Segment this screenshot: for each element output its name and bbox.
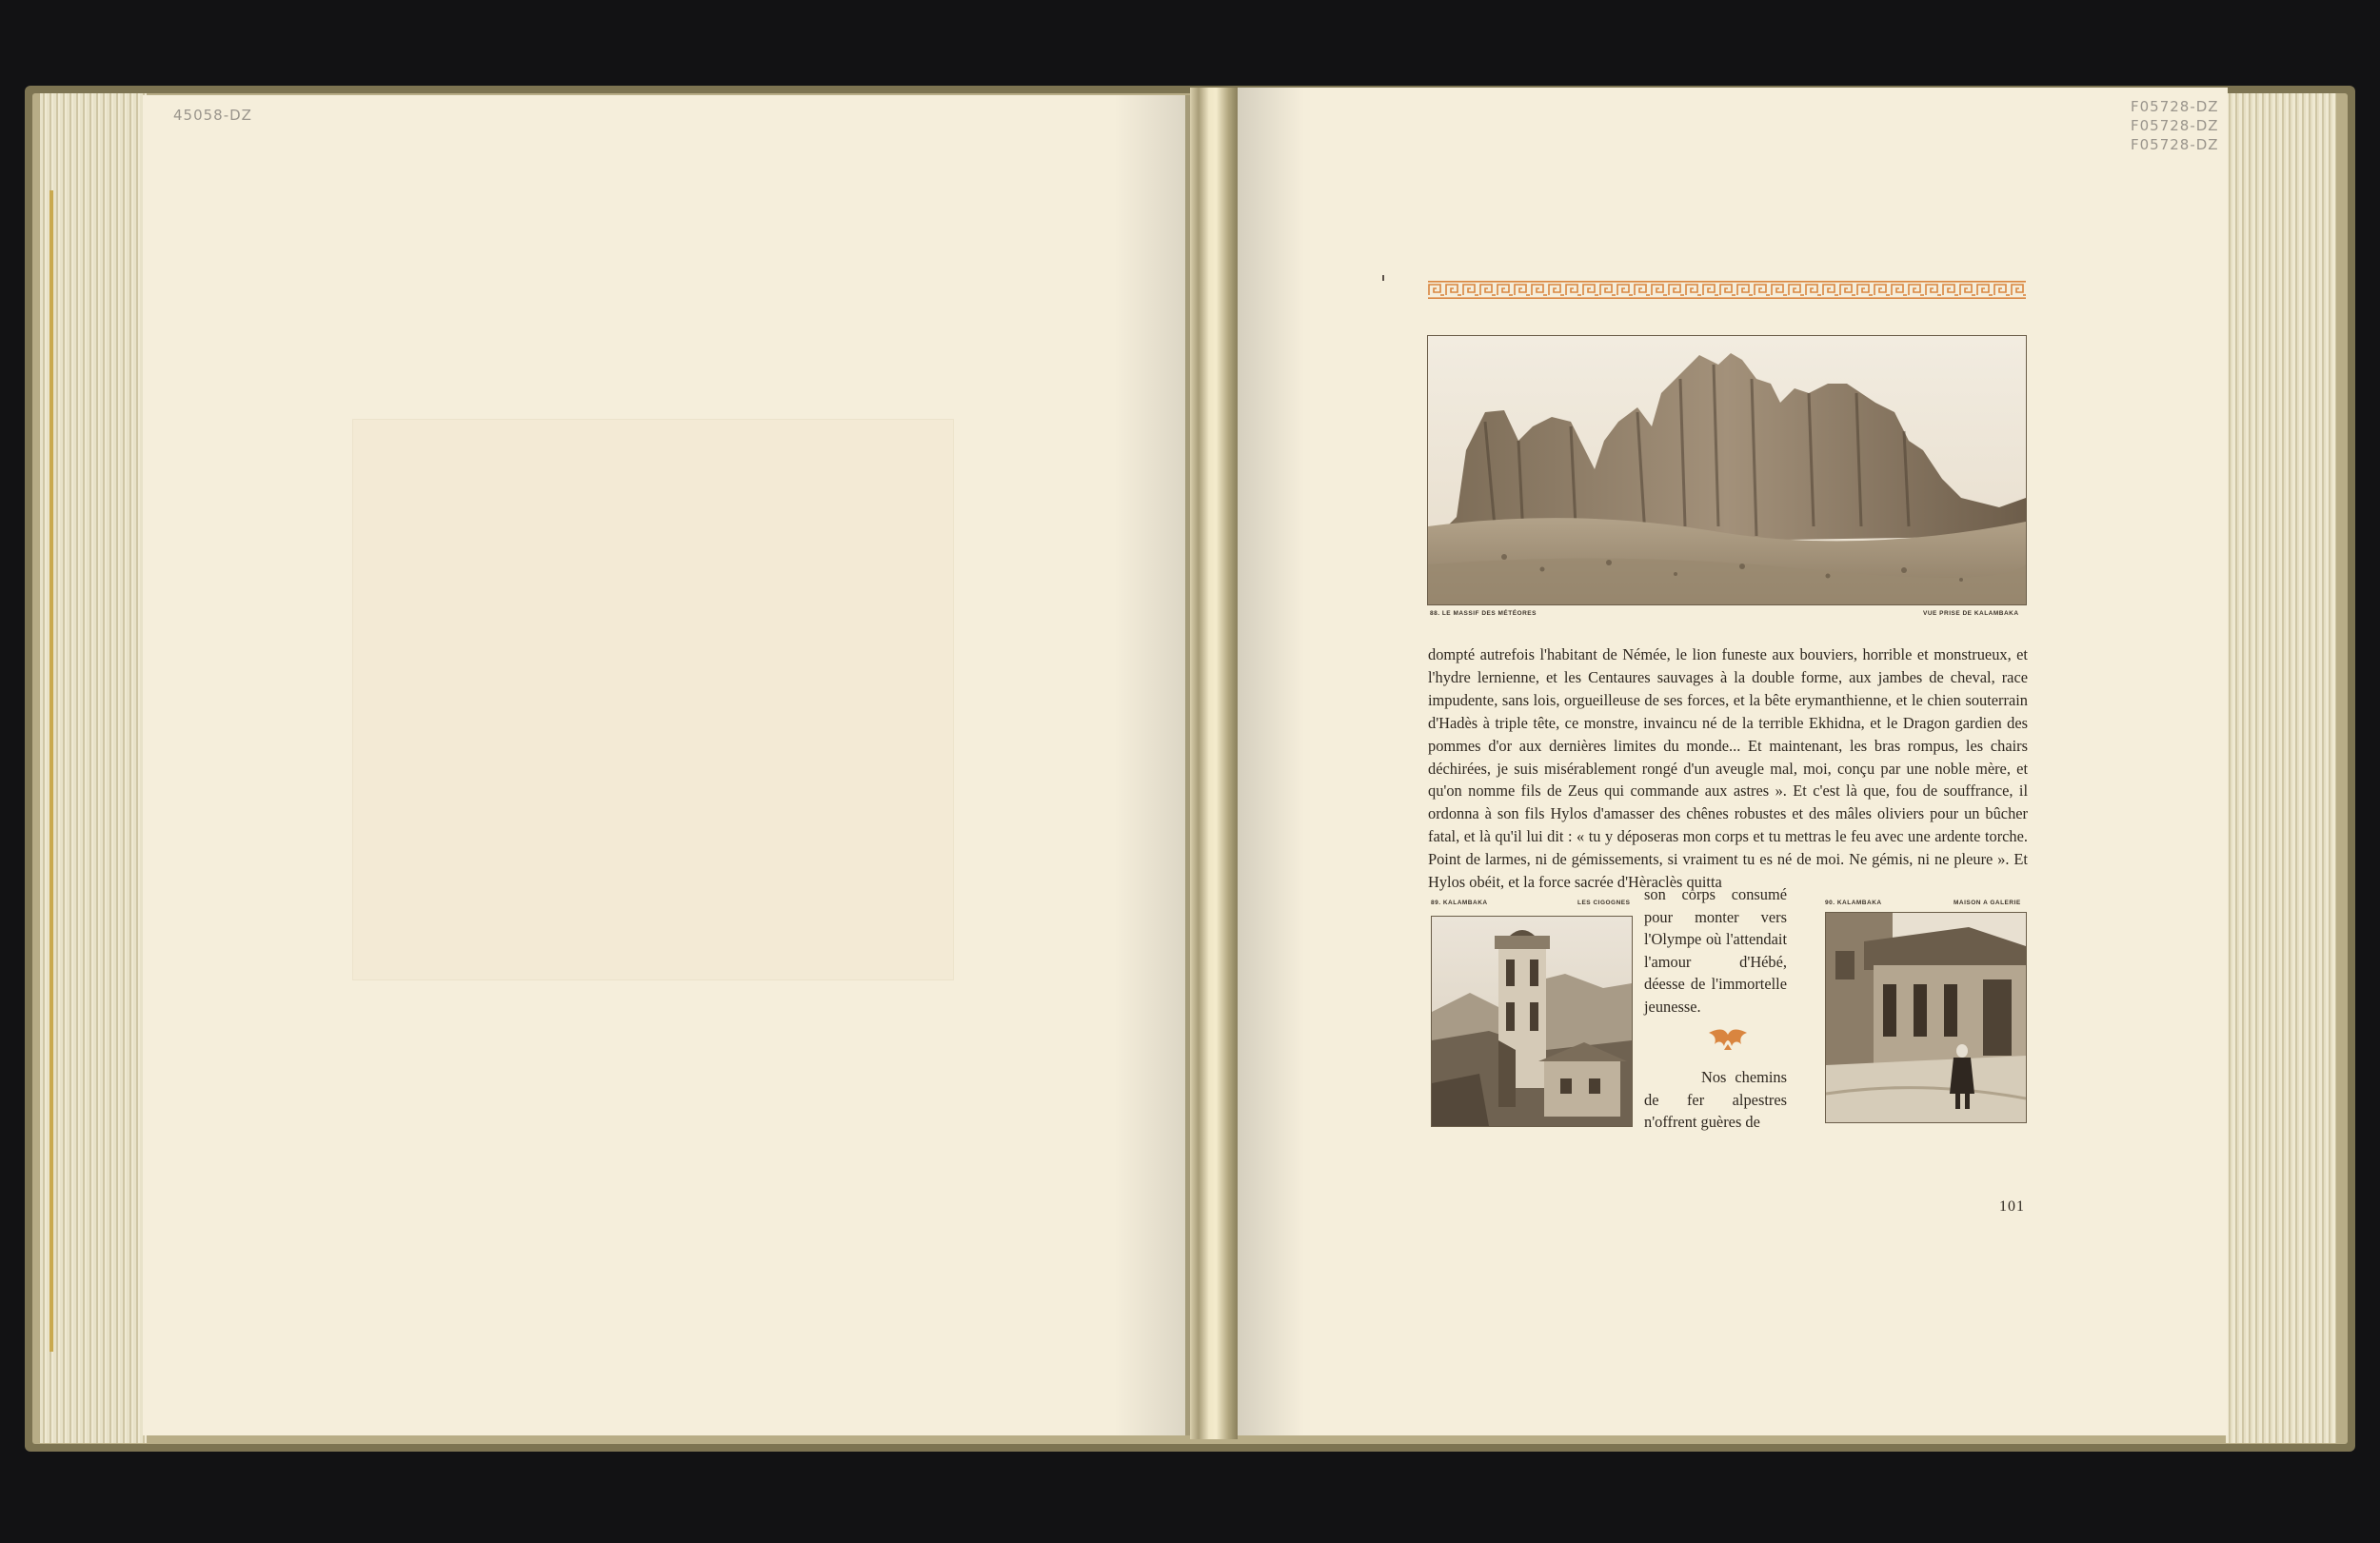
gilt-rule bbox=[50, 190, 53, 1352]
page-mark bbox=[1382, 275, 1384, 281]
pencil-note-line: F05728-DZ bbox=[2131, 117, 2219, 134]
village-street-photo-icon bbox=[1826, 913, 2026, 1122]
pencil-note-line: F05728-DZ bbox=[2131, 136, 2219, 153]
book-gutter bbox=[1190, 88, 1238, 1439]
plate-caption-number: 88. LE MASSIF DES MÉTÉORES bbox=[1430, 610, 1537, 617]
photo-kalambaka-gallery-house bbox=[1825, 912, 2027, 1123]
page-number: 101 bbox=[1999, 1198, 2025, 1215]
pencil-note-right bbox=[2131, 97, 2219, 154]
bell-tower-photo-icon bbox=[1432, 917, 1632, 1126]
plate-caption-title: MAISON A GALERIE bbox=[1954, 900, 2021, 906]
pencil-note-line: F05728-DZ bbox=[2131, 98, 2219, 115]
body-paragraph bbox=[1428, 643, 2028, 894]
plate-caption-title: LES CIGOGNES bbox=[1577, 900, 1631, 906]
tissue-plate-impression bbox=[352, 419, 954, 980]
right-page-shadow bbox=[1238, 88, 1304, 1435]
bat-ornament-icon bbox=[1707, 1025, 1749, 1052]
column-text-new-paragraph bbox=[1644, 1066, 1787, 1134]
greek-key-border bbox=[1428, 281, 2026, 299]
plate-caption-location: VUE PRISE DE KALAMBAKA bbox=[1923, 610, 2019, 617]
plate-caption-number: 90. KALAMBAKA bbox=[1825, 900, 1882, 906]
column-text-continued: son corps consumé pour monter vers l'Olympe où l'attendait l'amour d'Hébé, déesse de l'immortelle jeunesse. bbox=[1644, 885, 1787, 1016]
column-text-paragraph: Nos chemins de fer alpestres n'offrent guères de bbox=[1644, 1068, 1787, 1131]
photo-meteora-massif bbox=[1427, 335, 2027, 605]
page-edges-right bbox=[2226, 93, 2336, 1443]
landscape-photo-icon bbox=[1428, 336, 2026, 604]
photo-kalambaka-storks bbox=[1431, 916, 1633, 1127]
page-edges-left bbox=[40, 93, 147, 1443]
body-paragraph-text: dompté autrefois l'habitant de Némée, le lion funeste aux bouviers, horrible et monstrueux, et l'hydre lernienne, et les Centaures sauvages à la double forme, aux jambes de cheval, race impudente, sans lois, orgueilleuse de ses forces, et la bête erymanthienne, et le chien souterrain d'Hadès à triple tête, ce monstre, invaincu né de la terrible Ekhidna, et le Dragon gardien des pommes d'or aux dernières limites du monde... Et maintenant, les bras rompus, les chairs déchirées, je suis misérablement rongé d'un aveugle mal, moi, conçu par une noble mère, et qu'on nomme fils de Zeus qui commande aux astres ». Et c'est là que, fou de souffrance, il ordonna à son fils Hylos d'amasser des chênes robustes et des mâles oliviers pour un bûcher fatal, et là qu'il lui dit : « tu y déposeras mon corps et tu mettras le feu avec une ardente torche. Point de larmes, ni de gémissements, si vraiment tu es né de moi. Ne gémis, ni ne pleure ». Et Hylos obéit, et la force sacrée d'Hèraclès quitta bbox=[1428, 645, 2028, 892]
left-page-shadow bbox=[1114, 95, 1200, 1435]
pencil-note-left: 45058-DZ bbox=[173, 107, 252, 124]
plate-caption-number: 89. KALAMBAKA bbox=[1431, 900, 1488, 906]
